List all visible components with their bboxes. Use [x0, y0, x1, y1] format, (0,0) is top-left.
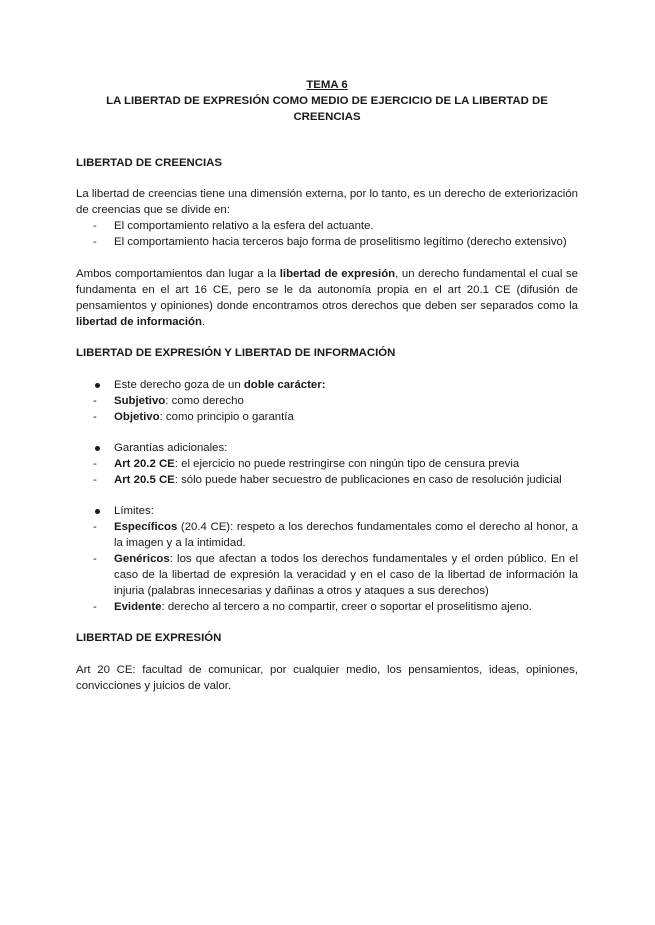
list-item: - Art 20.2 CE: el ejercicio no puede restringirse con ningún tipo de censura previa — [93, 458, 520, 470]
section-heading-expresion-informacion: LIBERTAD DE EXPRESIÓN Y LIBERTAD DE INFORMACIÓN — [76, 347, 396, 359]
comportamientos-paragraph: Ambos comportamientos dan lugar a la libertad de expresión, un derecho fundamental el cual se fundamenta en el art 16 CE, pero se le da autonomía propia en el art 20.1 CE (difusión de pensamientos y opiniones) donde encontramos otros derechos que deben ser separados como la libertad de información. — [76, 268, 578, 328]
document-title — [76, 77, 578, 125]
dash-marker: - — [93, 236, 97, 248]
art20-paragraph: Art 20 CE: facultad de comunicar, por cualquier medio, los pensamientos, ideas, opiniones, convicciones y juicios de valor. — [76, 664, 578, 692]
list-item: - Evidente: derecho al tercero a no compartir, creer o soportar el proselitismo ajeno. — [93, 601, 532, 613]
creencias-list — [76, 218, 578, 250]
list-item: - Genéricos: los que afectan a todos los derechos fundamentales y el orden público. En el caso de la libertad de expresión la veracidad y en el caso de la libertad de información la injuria (palabras innecesarias y dañinas a otros y ataques a sus derechos) — [93, 553, 578, 597]
bold-term: libertad de expresión — [279, 268, 396, 280]
bullet-dot — [95, 446, 100, 451]
list-item: - Art 20.5 CE: sólo puede haber secuestro de publicaciones en caso de resolución judicial — [93, 474, 562, 486]
dash-marker: - — [93, 220, 97, 232]
bullet-dot — [95, 383, 100, 388]
garantias-list — [76, 440, 578, 488]
list-item: - El comportamiento relativo a la esfera del actuante. — [93, 220, 374, 232]
bullet-dot — [95, 509, 100, 514]
dash-marker: - — [93, 553, 97, 565]
section-heading-creencias: LIBERTAD DE CREENCIAS — [76, 157, 222, 169]
dash-marker: - — [93, 395, 97, 407]
dash-marker: - — [93, 601, 97, 613]
list-item: - El comportamiento hacia terceros bajo forma de proselitismo legítimo (derecho extensivo) — [93, 236, 567, 248]
doble-caracter-list — [76, 377, 578, 425]
bullet-item: Límites: — [76, 503, 578, 519]
topic-title: LA LIBERTAD DE EXPRESIÓN COMO MEDIO DE EJERCICIO DE LA LIBERTAD DE CREENCIAS — [106, 95, 548, 123]
list-item: - Específicos (20.4 CE): respeto a los derechos fundamentales como el derecho al honor, a la imagen y a la intimidad. — [93, 521, 578, 549]
dash-marker: - — [93, 474, 97, 486]
intro-paragraph: La libertad de creencias tiene una dimensión externa, por lo tanto, es un derecho de exteriorización de creencias que se divide en: — [76, 188, 578, 216]
bullet-item: Garantías adicionales: — [76, 440, 578, 456]
document-page — [0, 77, 655, 925]
list-item: - Objetivo: como principio o garantía — [93, 411, 294, 423]
topic-number: TEMA 6 — [306, 79, 348, 91]
bullet-item: Este derecho goza de un doble carácter: — [76, 377, 578, 393]
dash-marker: - — [93, 458, 97, 470]
section-heading-expresion: LIBERTAD DE EXPRESIÓN — [76, 632, 222, 644]
limites-list — [76, 503, 578, 615]
bold-term: libertad de información — [76, 316, 202, 328]
dash-marker: - — [93, 411, 97, 423]
dash-marker: - — [93, 521, 97, 533]
list-item: - Subjetivo: como derecho — [93, 395, 244, 407]
